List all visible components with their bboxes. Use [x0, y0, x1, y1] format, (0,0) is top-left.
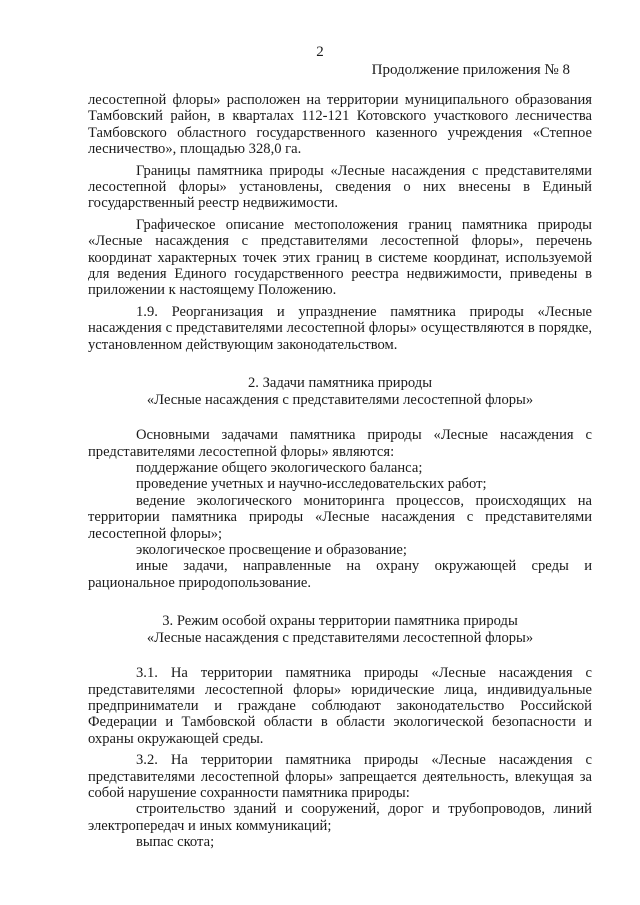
paragraph-location: лесостепной флоры» расположен на территории муниципального образования Тамбовский район, в кварталах 112-121 Котовского участкового лесничества Тамбовского областного государственного казенного учреждения «Степное лесничество», площадью 328,0 га. [88, 92, 592, 158]
list-item: экологическое просвещение и образование; [136, 541, 407, 558]
section-3-title: 3. Режим особой охраны территории памятника природы [162, 613, 518, 630]
paragraph-3-1: 3.1. На территории памятника природы «Лесные насаждения с представителями лесостепной флоры» юридические лица, индивидуальные предприниматели и граждане соблюдают законодательство Российской Федерации и Тамбовской области в области экологической безопасности и охраны окружающей среды. [88, 665, 592, 747]
section-2-heading [88, 375, 592, 409]
section-3-heading [88, 613, 592, 647]
paragraph-borders: Границы памятника природы «Лесные насаждения с представителями лесостепной флоры» установлены, сведения о них внесены в Единый государственный реестр недвижимости. [88, 162, 592, 212]
paragraph-3-2: 3.2. На территории памятника природы «Лесные насаждения с представителями лесостепной флоры» запрещается деятельность, влекущая за собой нарушение сохранности памятника природы: [88, 752, 592, 801]
paragraph-graphic-description: Графическое описание местоположения границ памятника природы «Лесные насаждения с представителями лесостепной флоры», перечень координат характерных точек этих границ в системе координат, используемой для ведения Единого государственного реестра недвижимости, приведены в приложении к настоящему Положению. [88, 216, 592, 299]
section-2-intro: Основными задачами памятника природы «Лесные насаждения с представителями лесостепной флоры» являются: [88, 427, 592, 460]
section-2-subtitle: «Лесные насаждения с представителями лесостепной флоры» [146, 392, 534, 409]
page-number: 2 [316, 44, 324, 60]
section-3-subtitle: «Лесные насаждения с представителями лесостепной флоры» [146, 630, 534, 647]
document-body [88, 92, 592, 851]
list-item: иные задачи, направленные на охрану окружающей среды и рациональное природопользование. [88, 558, 592, 591]
paragraph-1-9: 1.9. Реорганизация и упразднение памятника природы «Лесные насаждения с представителями лесостепной флоры» осуществляются в порядке, установленном действующим законодательством. [88, 303, 592, 353]
list-item: строительство зданий и сооружений, дорог и трубопроводов, линий электропередач и иных коммуникаций; [88, 801, 592, 834]
list-item: поддержание общего экологического баланса; [136, 459, 423, 476]
list-item: выпас скота; [136, 834, 215, 851]
list-item: ведение экологического мониторинга процессов, происходящих на территории памятника природы «Лесные насаждения с представителями лесостепной флоры»; [88, 492, 592, 542]
section-2-title: 2. Задачи памятника природы [247, 375, 433, 392]
list-item: проведение учетных и научно-исследовательских работ; [136, 476, 487, 493]
appendix-continuation-label: Продолжение приложения № 8 [371, 62, 570, 78]
